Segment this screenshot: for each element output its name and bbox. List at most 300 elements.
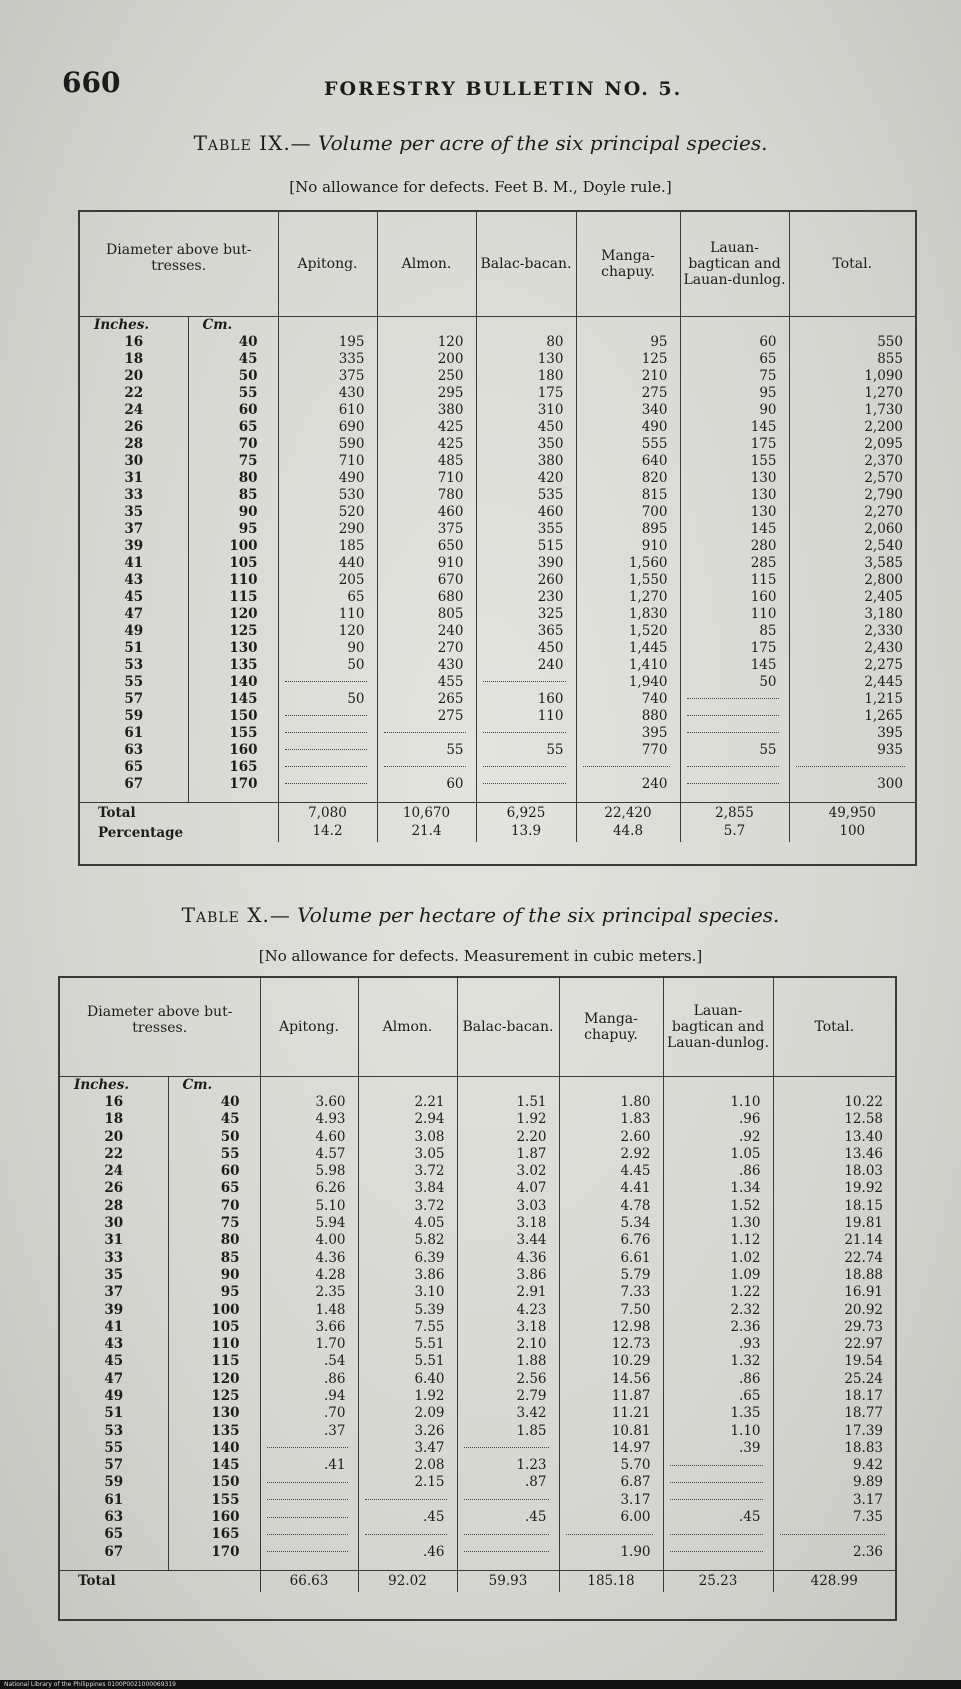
volume-cell bbox=[680, 775, 789, 792]
volume-cell: 275 bbox=[377, 707, 476, 724]
diameter-inches: 53 bbox=[104, 1422, 124, 1439]
volume-cell: .70 bbox=[260, 1405, 358, 1422]
volume-cell: 880 bbox=[576, 707, 680, 724]
volume-cell: 1.05 bbox=[663, 1145, 773, 1162]
volume-cell: 425 bbox=[377, 418, 476, 435]
volume-cell: .65 bbox=[663, 1387, 773, 1404]
diameter-cm: 70 bbox=[188, 435, 278, 452]
volume-cell: 2,790 bbox=[789, 486, 915, 503]
volume-cell: 375 bbox=[278, 367, 377, 384]
diameter-cm: 170 bbox=[168, 1543, 260, 1560]
table-10 bbox=[60, 978, 895, 1592]
volume-cell: 6.00 bbox=[559, 1508, 663, 1525]
diameter-inches: 67 bbox=[124, 775, 144, 792]
dotted-leader bbox=[583, 766, 670, 767]
diameter-inches: 18 bbox=[124, 350, 144, 367]
volume-cell bbox=[663, 1526, 773, 1543]
volume-cell: 265 bbox=[377, 690, 476, 707]
table-row bbox=[80, 537, 915, 554]
volume-cell: 1,445 bbox=[576, 639, 680, 656]
volume-cell: 75 bbox=[680, 367, 789, 384]
spacer-cell bbox=[60, 1560, 168, 1570]
volume-cell: 1.30 bbox=[663, 1214, 773, 1231]
diameter-inches: 24 bbox=[124, 401, 144, 418]
volume-cell: 25.24 bbox=[773, 1370, 895, 1387]
table-row bbox=[80, 367, 915, 384]
diameter-inches: 20 bbox=[104, 1128, 124, 1145]
volume-cell: 5.70 bbox=[559, 1457, 663, 1474]
volume-cell: 120 bbox=[278, 622, 377, 639]
table-row bbox=[80, 588, 915, 605]
diameter-cm: 40 bbox=[188, 333, 278, 350]
volume-cell: 1,550 bbox=[576, 571, 680, 588]
volume-cell bbox=[358, 1526, 457, 1543]
sub-header-blank bbox=[358, 1076, 457, 1093]
dotted-leader bbox=[267, 1482, 348, 1483]
diameter-cm: 160 bbox=[168, 1508, 260, 1525]
volume-cell: .86 bbox=[663, 1370, 773, 1387]
diameter-cm: 90 bbox=[168, 1266, 260, 1283]
volume-cell: 145 bbox=[680, 418, 789, 435]
volume-cell: 2,330 bbox=[789, 622, 915, 639]
diameter-cm: 135 bbox=[188, 656, 278, 673]
volume-cell: 6.76 bbox=[559, 1232, 663, 1249]
volume-cell: 375 bbox=[377, 520, 476, 537]
diameter-cm: 85 bbox=[168, 1249, 260, 1266]
spacer-cell bbox=[559, 1560, 663, 1570]
diameter-cm: 55 bbox=[188, 384, 278, 401]
volume-cell: 65 bbox=[680, 350, 789, 367]
running-head: FORESTRY BULLETIN NO. 5. bbox=[324, 78, 683, 100]
volume-cell: 210 bbox=[576, 367, 680, 384]
volume-cell: 450 bbox=[476, 639, 576, 656]
diameter-inches: 65 bbox=[104, 1526, 124, 1543]
table-row bbox=[60, 1457, 895, 1474]
volume-cell: 895 bbox=[576, 520, 680, 537]
diameter-cm: 150 bbox=[168, 1474, 260, 1491]
diameter-cm: 45 bbox=[168, 1111, 260, 1128]
volume-cell: 3.10 bbox=[358, 1284, 457, 1301]
total-cell: 428.99 bbox=[773, 1570, 895, 1591]
dotted-leader bbox=[670, 1534, 763, 1535]
table-row bbox=[60, 1180, 895, 1197]
diameter-inches: 63 bbox=[104, 1509, 124, 1526]
percentage-label: Percentage bbox=[98, 824, 184, 841]
volume-cell: .45 bbox=[457, 1508, 559, 1525]
volume-cell: .45 bbox=[358, 1508, 457, 1525]
volume-cell bbox=[773, 1526, 895, 1543]
page-number: 660 bbox=[62, 66, 121, 99]
volume-cell: 485 bbox=[377, 452, 476, 469]
dotted-leader bbox=[687, 715, 779, 716]
dotted-leader bbox=[796, 766, 906, 767]
volume-cell bbox=[680, 690, 789, 707]
percentage-cell: 100 bbox=[789, 823, 915, 842]
diameter-inches: 35 bbox=[124, 503, 144, 520]
volume-cell: 2.09 bbox=[358, 1405, 457, 1422]
volume-cell: 1.51 bbox=[457, 1093, 559, 1110]
dotted-leader bbox=[285, 715, 367, 716]
volume-cell bbox=[576, 758, 680, 775]
col-header-lauan: Lauan-bagtican and Lauan-dunlog. bbox=[663, 978, 773, 1076]
total-cell: 7,080 bbox=[278, 802, 377, 823]
volume-cell: 130 bbox=[680, 486, 789, 503]
volume-cell: 19.54 bbox=[773, 1353, 895, 1370]
table-row bbox=[60, 1301, 895, 1318]
volume-cell: 160 bbox=[476, 690, 576, 707]
volume-cell: 175 bbox=[680, 435, 789, 452]
volume-cell: 2.35 bbox=[260, 1284, 358, 1301]
diameter-cm: 75 bbox=[188, 452, 278, 469]
diameter-inches: 47 bbox=[124, 605, 144, 622]
volume-cell: 1.52 bbox=[663, 1197, 773, 1214]
volume-cell: 2.20 bbox=[457, 1128, 559, 1145]
volume-cell: 1,730 bbox=[789, 401, 915, 418]
volume-cell: 535 bbox=[476, 486, 576, 503]
diameter-cm: 95 bbox=[188, 520, 278, 537]
sub-header-blank bbox=[773, 1076, 895, 1093]
volume-cell: 2.94 bbox=[358, 1111, 457, 1128]
table-row bbox=[60, 1318, 895, 1335]
volume-cell: 90 bbox=[680, 401, 789, 418]
volume-cell: 815 bbox=[576, 486, 680, 503]
volume-cell: 2,445 bbox=[789, 673, 915, 690]
volume-cell: 3.72 bbox=[358, 1162, 457, 1179]
volume-cell: 2.36 bbox=[663, 1318, 773, 1335]
diameter-inches: 33 bbox=[124, 486, 144, 503]
volume-cell: .86 bbox=[260, 1370, 358, 1387]
volume-cell: 2,270 bbox=[789, 503, 915, 520]
total-cell: 22,420 bbox=[576, 802, 680, 823]
table-row bbox=[60, 1162, 895, 1179]
volume-cell: 910 bbox=[576, 537, 680, 554]
table-row bbox=[60, 1353, 895, 1370]
volume-cell: 130 bbox=[680, 503, 789, 520]
diameter-cm: 120 bbox=[188, 605, 278, 622]
diameter-inches: 22 bbox=[104, 1145, 124, 1162]
table-row bbox=[80, 435, 915, 452]
volume-cell: 460 bbox=[377, 503, 476, 520]
volume-cell: 5.98 bbox=[260, 1162, 358, 1179]
percentage-cell: 21.4 bbox=[377, 823, 476, 842]
volume-cell: 4.36 bbox=[457, 1249, 559, 1266]
volume-cell bbox=[476, 724, 576, 741]
diameter-cm: 90 bbox=[188, 503, 278, 520]
volume-cell: 3.17 bbox=[559, 1491, 663, 1508]
volume-cell: 650 bbox=[377, 537, 476, 554]
volume-cell: 260 bbox=[476, 571, 576, 588]
volume-cell: 3.26 bbox=[358, 1422, 457, 1439]
volume-cell: 1,090 bbox=[789, 367, 915, 384]
volume-cell: 280 bbox=[680, 537, 789, 554]
spacer-cell bbox=[358, 1560, 457, 1570]
volume-cell: 12.73 bbox=[559, 1335, 663, 1352]
volume-cell: 5.82 bbox=[358, 1232, 457, 1249]
volume-cell: 160 bbox=[680, 588, 789, 605]
sub-header-blank bbox=[576, 316, 680, 333]
volume-cell bbox=[457, 1526, 559, 1543]
volume-cell: 2,570 bbox=[789, 469, 915, 486]
table-9-label: Table IX.— bbox=[193, 131, 312, 155]
volume-cell: 55 bbox=[680, 741, 789, 758]
table-row bbox=[60, 1197, 895, 1214]
dotted-leader bbox=[267, 1499, 348, 1500]
diameter-inches: 20 bbox=[124, 367, 144, 384]
diameter-cm: 140 bbox=[168, 1439, 260, 1456]
table-row bbox=[60, 1491, 895, 1508]
dotted-leader bbox=[670, 1551, 763, 1552]
volume-cell: 3.86 bbox=[457, 1266, 559, 1283]
volume-cell: 1.88 bbox=[457, 1353, 559, 1370]
table-10-title: Volume per hectare of the six principal species. bbox=[297, 903, 780, 927]
volume-cell: 60 bbox=[377, 775, 476, 792]
volume-cell: 6.40 bbox=[358, 1370, 457, 1387]
spacer-cell bbox=[773, 1560, 895, 1570]
volume-cell: 9.89 bbox=[773, 1474, 895, 1491]
table-row bbox=[80, 622, 915, 639]
diameter-inches: 45 bbox=[124, 588, 144, 605]
diameter-cm: 105 bbox=[168, 1318, 260, 1335]
percentage-cell: 44.8 bbox=[576, 823, 680, 842]
diameter-cm: 75 bbox=[168, 1214, 260, 1231]
diameter-cm: 165 bbox=[168, 1526, 260, 1543]
diameter-cm: 145 bbox=[188, 690, 278, 707]
diameter-cm: 115 bbox=[168, 1353, 260, 1370]
volume-cell: 325 bbox=[476, 605, 576, 622]
col-header-apitong: Apitong. bbox=[260, 978, 358, 1076]
table-row bbox=[60, 1422, 895, 1439]
volume-cell: 700 bbox=[576, 503, 680, 520]
volume-cell bbox=[680, 724, 789, 741]
volume-cell: .46 bbox=[358, 1543, 457, 1560]
table-10-body bbox=[60, 1076, 895, 1592]
volume-cell: 18.77 bbox=[773, 1405, 895, 1422]
table-row bbox=[80, 503, 915, 520]
spacer-cell bbox=[188, 792, 278, 802]
volume-cell: 640 bbox=[576, 452, 680, 469]
volume-cell: 2.15 bbox=[358, 1474, 457, 1491]
volume-cell: 3.72 bbox=[358, 1197, 457, 1214]
diameter-inches: 30 bbox=[104, 1215, 124, 1232]
volume-cell: 7.55 bbox=[358, 1318, 457, 1335]
volume-cell bbox=[260, 1508, 358, 1525]
diameter-cm: 115 bbox=[188, 588, 278, 605]
dotted-leader bbox=[285, 766, 367, 767]
volume-cell: 2.56 bbox=[457, 1370, 559, 1387]
volume-cell: 1,265 bbox=[789, 707, 915, 724]
volume-cell: 29.73 bbox=[773, 1318, 895, 1335]
volume-cell: 18.15 bbox=[773, 1197, 895, 1214]
diameter-inches: 57 bbox=[124, 690, 144, 707]
dotted-leader bbox=[464, 1551, 549, 1552]
sub-header-blank bbox=[476, 316, 576, 333]
dotted-leader bbox=[483, 732, 566, 733]
volume-cell: 380 bbox=[377, 401, 476, 418]
volume-cell: 710 bbox=[278, 452, 377, 469]
volume-cell: .41 bbox=[260, 1457, 358, 1474]
diameter-inches: 24 bbox=[104, 1163, 124, 1180]
dotted-leader bbox=[566, 1534, 653, 1535]
diameter-cm: 55 bbox=[168, 1145, 260, 1162]
volume-cell: 680 bbox=[377, 588, 476, 605]
dotted-leader bbox=[285, 681, 367, 682]
volume-cell: 6.39 bbox=[358, 1249, 457, 1266]
volume-cell: 110 bbox=[680, 605, 789, 622]
volume-cell: 1.35 bbox=[663, 1405, 773, 1422]
volume-cell bbox=[457, 1491, 559, 1508]
volume-cell: 4.41 bbox=[559, 1180, 663, 1197]
diameter-cm: 80 bbox=[168, 1232, 260, 1249]
volume-cell: 5.34 bbox=[559, 1214, 663, 1231]
diameter-inches: 49 bbox=[124, 622, 144, 639]
spacer-cell bbox=[663, 1560, 773, 1570]
spacer-cell bbox=[278, 792, 377, 802]
diameter-inches: 55 bbox=[104, 1439, 124, 1456]
volume-cell: 205 bbox=[278, 571, 377, 588]
volume-cell: 390 bbox=[476, 554, 576, 571]
volume-cell: 490 bbox=[278, 469, 377, 486]
volume-cell: 3.66 bbox=[260, 1318, 358, 1335]
volume-cell: 1,520 bbox=[576, 622, 680, 639]
volume-cell: 430 bbox=[377, 656, 476, 673]
dotted-leader bbox=[464, 1499, 549, 1500]
volume-cell: 2,200 bbox=[789, 418, 915, 435]
volume-cell: 95 bbox=[680, 384, 789, 401]
volume-cell: 1.09 bbox=[663, 1266, 773, 1283]
table-9-body bbox=[80, 316, 915, 842]
table-row bbox=[80, 775, 915, 792]
volume-cell: 110 bbox=[278, 605, 377, 622]
volume-cell: 115 bbox=[680, 571, 789, 588]
volume-cell bbox=[278, 724, 377, 741]
volume-cell: 1.23 bbox=[457, 1457, 559, 1474]
total-cell: 6,925 bbox=[476, 802, 576, 823]
diameter-cm: 95 bbox=[168, 1284, 260, 1301]
spacer-cell bbox=[789, 792, 915, 802]
diameter-inches: 22 bbox=[124, 384, 144, 401]
total-cell: 185.18 bbox=[559, 1570, 663, 1591]
volume-cell: 425 bbox=[377, 435, 476, 452]
volume-cell: 250 bbox=[377, 367, 476, 384]
volume-cell: 3.84 bbox=[358, 1180, 457, 1197]
volume-cell: 1.90 bbox=[559, 1543, 663, 1560]
volume-cell bbox=[278, 673, 377, 690]
sub-header-cm: Cm. bbox=[168, 1076, 260, 1093]
dotted-leader bbox=[267, 1551, 348, 1552]
table-row bbox=[80, 741, 915, 758]
volume-cell: 3.47 bbox=[358, 1439, 457, 1456]
total-cell: 10,670 bbox=[377, 802, 476, 823]
volume-cell: 13.46 bbox=[773, 1145, 895, 1162]
volume-cell: 1.87 bbox=[457, 1145, 559, 1162]
dotted-leader bbox=[464, 1447, 549, 1448]
volume-cell: 55 bbox=[377, 741, 476, 758]
volume-cell: 1.22 bbox=[663, 1284, 773, 1301]
diameter-cm: 110 bbox=[188, 571, 278, 588]
dotted-leader bbox=[670, 1482, 763, 1483]
sub-header-blank bbox=[457, 1076, 559, 1093]
volume-cell: 1,560 bbox=[576, 554, 680, 571]
volume-cell bbox=[476, 673, 576, 690]
volume-cell: 4.36 bbox=[260, 1249, 358, 1266]
volume-cell bbox=[358, 1491, 457, 1508]
spacer-cell bbox=[680, 792, 789, 802]
volume-cell: 4.78 bbox=[559, 1197, 663, 1214]
sub-header-blank bbox=[278, 316, 377, 333]
volume-cell: 5.79 bbox=[559, 1266, 663, 1283]
volume-cell: 3,180 bbox=[789, 605, 915, 622]
volume-cell: 2.10 bbox=[457, 1335, 559, 1352]
dotted-leader bbox=[483, 681, 566, 682]
diameter-cm: 155 bbox=[188, 724, 278, 741]
volume-cell: 1,215 bbox=[789, 690, 915, 707]
volume-cell: 240 bbox=[476, 656, 576, 673]
percentage-row bbox=[80, 823, 915, 842]
table-row bbox=[60, 1335, 895, 1352]
volume-cell: 430 bbox=[278, 384, 377, 401]
volume-cell bbox=[260, 1526, 358, 1543]
volume-cell bbox=[476, 775, 576, 792]
volume-cell: .87 bbox=[457, 1474, 559, 1491]
table-row bbox=[80, 418, 915, 435]
volume-cell: 60 bbox=[680, 333, 789, 350]
volume-cell: 90 bbox=[278, 639, 377, 656]
diameter-cm: 60 bbox=[188, 401, 278, 418]
col-header-almon: Almon. bbox=[358, 978, 457, 1076]
sub-header-inches: Inches. bbox=[74, 1076, 130, 1093]
volume-cell: 18.88 bbox=[773, 1266, 895, 1283]
volume-cell: 200 bbox=[377, 350, 476, 367]
diameter-inches: 59 bbox=[104, 1474, 124, 1491]
volume-cell: .92 bbox=[663, 1128, 773, 1145]
volume-cell: 18.03 bbox=[773, 1162, 895, 1179]
table-row bbox=[60, 1370, 895, 1387]
dotted-leader bbox=[267, 1517, 348, 1518]
volume-cell: 10.29 bbox=[559, 1353, 663, 1370]
volume-cell: 520 bbox=[278, 503, 377, 520]
volume-cell: 7.35 bbox=[773, 1508, 895, 1525]
volume-cell: 355 bbox=[476, 520, 576, 537]
volume-cell bbox=[663, 1491, 773, 1508]
dotted-leader bbox=[285, 749, 367, 750]
diameter-inches: 65 bbox=[124, 758, 144, 775]
table-9-caption bbox=[0, 131, 961, 155]
volume-cell: .93 bbox=[663, 1335, 773, 1352]
volume-cell: 3.08 bbox=[358, 1128, 457, 1145]
volume-cell: 230 bbox=[476, 588, 576, 605]
volume-cell: 9.42 bbox=[773, 1457, 895, 1474]
volume-cell: 770 bbox=[576, 741, 680, 758]
dotted-leader bbox=[687, 783, 779, 784]
diameter-cm: 160 bbox=[188, 741, 278, 758]
table-row bbox=[80, 469, 915, 486]
diameter-inches: 16 bbox=[124, 333, 144, 350]
volume-cell: 3.42 bbox=[457, 1405, 559, 1422]
spacer-cell bbox=[457, 1560, 559, 1570]
diameter-inches: 26 bbox=[124, 418, 144, 435]
diameter-cm: 110 bbox=[168, 1335, 260, 1352]
volume-cell: 1,410 bbox=[576, 656, 680, 673]
volume-cell: 530 bbox=[278, 486, 377, 503]
dotted-leader bbox=[285, 732, 367, 733]
table-row bbox=[80, 690, 915, 707]
volume-cell: 240 bbox=[377, 622, 476, 639]
col-header-mangachapuy: Manga-chapuy. bbox=[576, 212, 680, 316]
diameter-inches: 53 bbox=[124, 656, 144, 673]
volume-cell: 4.23 bbox=[457, 1301, 559, 1318]
volume-cell: 4.60 bbox=[260, 1128, 358, 1145]
table-row bbox=[80, 520, 915, 537]
